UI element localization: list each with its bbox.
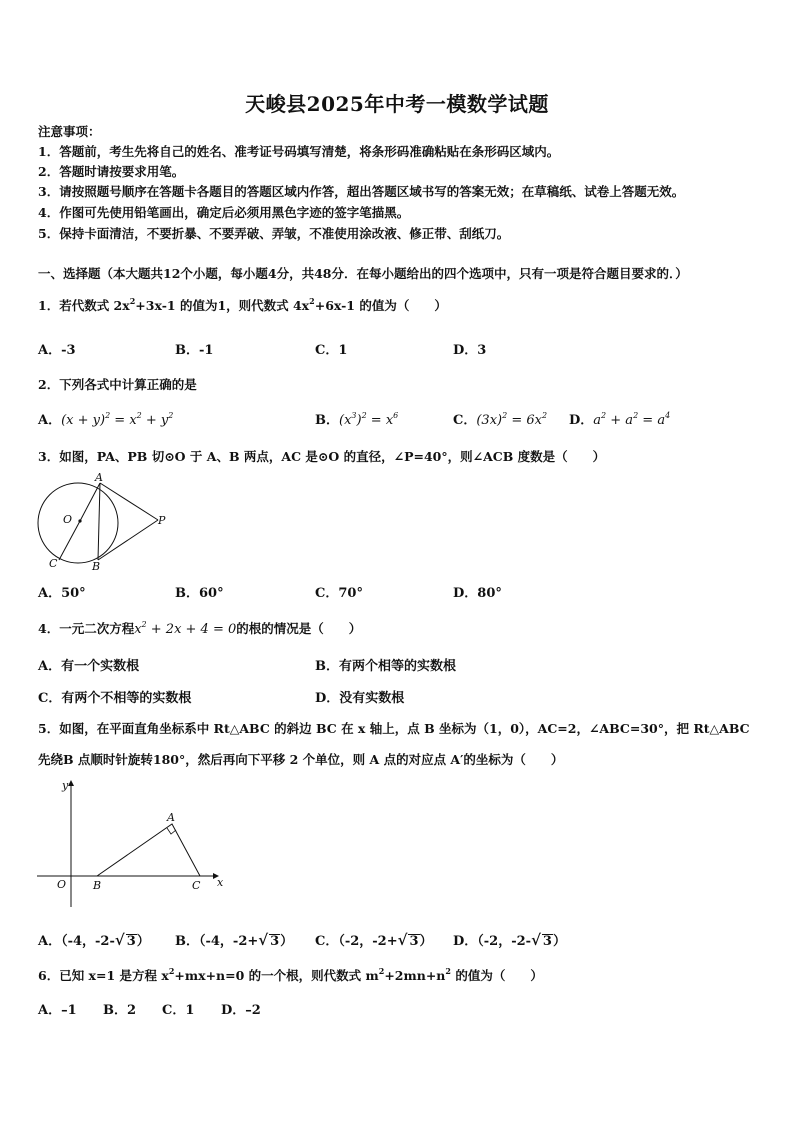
circle-o bbox=[38, 483, 118, 563]
notice-item: 2．答题时请按要求用笔。 bbox=[38, 164, 185, 179]
q5-option-d: D．（-2，-2-√ 3） bbox=[453, 931, 566, 949]
q3-option-a: A．50° bbox=[38, 586, 86, 601]
tangent-pa bbox=[100, 483, 158, 520]
q5-option-c: C．（-2，-2+√ 3） bbox=[315, 931, 433, 949]
question-2-stem: 2．下列各式中计算正确的是 bbox=[38, 377, 197, 392]
label-y: y bbox=[62, 779, 69, 792]
q1-option-a: A．-3 bbox=[38, 343, 76, 358]
q5-coordinate-figure bbox=[35, 775, 235, 910]
q4-option-a: A．有一个实数根 bbox=[38, 659, 140, 674]
segment-oa bbox=[80, 483, 100, 521]
label-c: C bbox=[192, 879, 201, 892]
page-title: 天峻县2025年中考一模数学试题 bbox=[245, 92, 549, 116]
label-a: A bbox=[167, 811, 175, 824]
q4-option-c: C．有两个不相等的实数根 bbox=[38, 691, 192, 706]
notice-item: 4．作图可先使用铅笔画出，确定后必须用黑色字迹的签字笔描黑。 bbox=[38, 205, 410, 220]
section-heading: 一、选择题（本大题共12个小题，每小题4分，共48分．在每小题给出的四个选项中，只有一项是符合题目要求的．） bbox=[38, 266, 688, 281]
q1-option-b: B．-1 bbox=[175, 343, 214, 358]
q6-option-b: B．2 bbox=[103, 1003, 137, 1018]
question-4-stem: 4．一元二次方程$x^2 + 2x + 4 = 0$的根的情况是（ ） bbox=[38, 620, 362, 637]
notice-item: 5．保持卡面清洁，不要折暴、不要弄破、弄皱，不准使用涂改液、修正带、刮纸刀。 bbox=[38, 226, 510, 241]
q2-option-c: C．$(3x)^2 = 6x^2$ bbox=[453, 411, 548, 428]
segment-oc bbox=[59, 521, 80, 560]
q4-option-b: B．有两个相等的实数根 bbox=[315, 659, 456, 674]
label-p: P bbox=[158, 514, 166, 527]
label-o: O bbox=[63, 513, 73, 526]
label-a: A bbox=[95, 471, 103, 484]
q3-circle-figure bbox=[30, 470, 180, 575]
notice-heading: 注意事项： bbox=[38, 124, 101, 139]
question-1-stem: 1．若代数式 $2x^2+3x-1$ 的值为1，则代数式 $4x^2+6x-1$ 的值为（ ） bbox=[38, 296, 447, 313]
q2-option-b: B．$(x^3)^2 = x^6$ bbox=[315, 411, 399, 428]
label-o: O bbox=[57, 878, 67, 891]
q3-option-d: D．80° bbox=[453, 586, 502, 601]
center-point bbox=[78, 519, 81, 522]
q5-option-a: A．（-4，-2-√ 3） bbox=[38, 931, 150, 949]
q6-option-d: D．–2 bbox=[221, 1003, 261, 1018]
label-b: B bbox=[92, 560, 101, 573]
notice-item: 3．请按照题号顺序在答题卡各题目的答题区域内作答，超出答题区域书写的答案无效；在草稿纸、试卷上答题无效。 bbox=[38, 184, 685, 199]
chord-ab bbox=[98, 483, 100, 560]
question-3-stem: 3．如图，PA、PB 切⊙O 于 A、B 两点，AC 是⊙O 的直径，∠P=40°，则∠ACB 度数是（ ） bbox=[38, 449, 606, 464]
q5-option-b: B．（-4，-2+√ 3） bbox=[175, 931, 294, 949]
q3-option-b: B．60° bbox=[175, 586, 224, 601]
notice-item: 1．答题前，考生先将自己的姓名、准考证号码填写清楚，将条形码准确粘贴在条形码区域内。 bbox=[38, 144, 560, 159]
label-x: x bbox=[217, 876, 224, 889]
question-5-line-2: 先绕B 点顺时针旋转180°，然后再向下平移 2 个单位，则 A 点的对应点 A′的坐标为（ ） bbox=[38, 752, 564, 767]
label-c: C bbox=[49, 557, 58, 570]
q2-option-d: D．$a^2 + a^2 = a^4$ bbox=[569, 411, 671, 428]
q4-option-d: D．没有实数根 bbox=[315, 691, 405, 706]
q6-option-c: C．1 bbox=[162, 1003, 195, 1018]
label-b: B bbox=[93, 879, 102, 892]
triangle-abc bbox=[97, 824, 200, 876]
q3-option-c: C．70° bbox=[315, 586, 363, 601]
q1-option-d: D．3 bbox=[453, 343, 487, 358]
question-6-stem: 6．已知 x=1 是方程 $x^2+mx+n=0$ 的一个根，则代数式 $m^2+2mn+n^2$ 的值为（ ） bbox=[38, 966, 543, 983]
q6-option-a: A．–1 bbox=[38, 1003, 77, 1018]
q2-option-a: A．$(x + y)^2 = x^2 + y^2$ bbox=[38, 411, 174, 428]
q1-option-c: C．1 bbox=[315, 343, 348, 358]
question-5-line-1: 5．如图，在平面直角坐标系中 Rt△ABC 的斜边 BC 在 x 轴上，点 B 坐标为（1，0），AC=2，∠ABC=30°，把 Rt△ABC bbox=[38, 721, 750, 736]
tangent-pb bbox=[98, 520, 158, 560]
